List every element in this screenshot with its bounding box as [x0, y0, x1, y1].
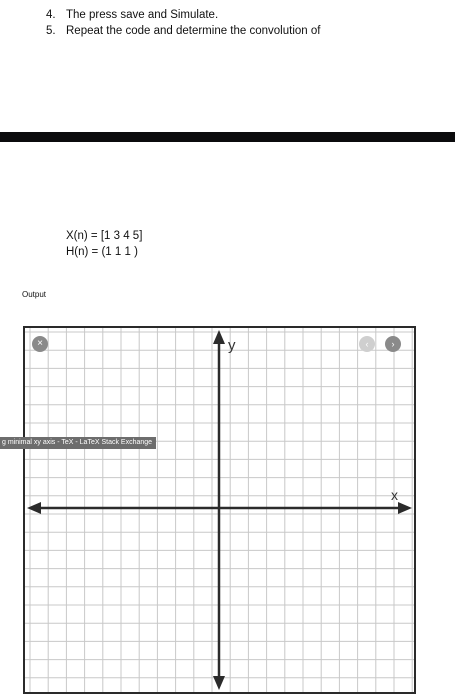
- step-text: The press save and Simulate.: [66, 9, 219, 21]
- output-label: Output: [22, 290, 47, 299]
- y-axis-label: y: [228, 337, 236, 354]
- y-axis-arrow-down: [213, 676, 225, 690]
- instruction-steps: [46, 7, 320, 39]
- h-sequence-equation: H(n) = (1 1 1 ): [66, 246, 138, 258]
- prev-arrow-icon[interactable]: ‹: [359, 336, 375, 352]
- x-axis-arrow-left: [27, 502, 41, 514]
- step-number: 5.: [46, 25, 56, 37]
- next-arrow-icon[interactable]: ›: [385, 336, 401, 352]
- step-number: 4.: [46, 9, 56, 21]
- x-axis-arrow-right: [398, 502, 412, 514]
- link-tooltip: g minimal xy axis - TeX - LaTeX Stack Exchange: [0, 437, 156, 449]
- step-text: Repeat the code and determine the convolution of: [66, 25, 321, 37]
- instruction-step: [46, 7, 320, 23]
- close-icon[interactable]: ×: [32, 336, 48, 352]
- x-sequence-equation: X(n) = [1 3 4 5]: [66, 230, 143, 242]
- xy-grid: [25, 328, 414, 692]
- instruction-step: [46, 23, 320, 39]
- x-axis-label: x: [391, 487, 398, 503]
- page-divider: [0, 132, 455, 142]
- graph-image: [23, 326, 416, 694]
